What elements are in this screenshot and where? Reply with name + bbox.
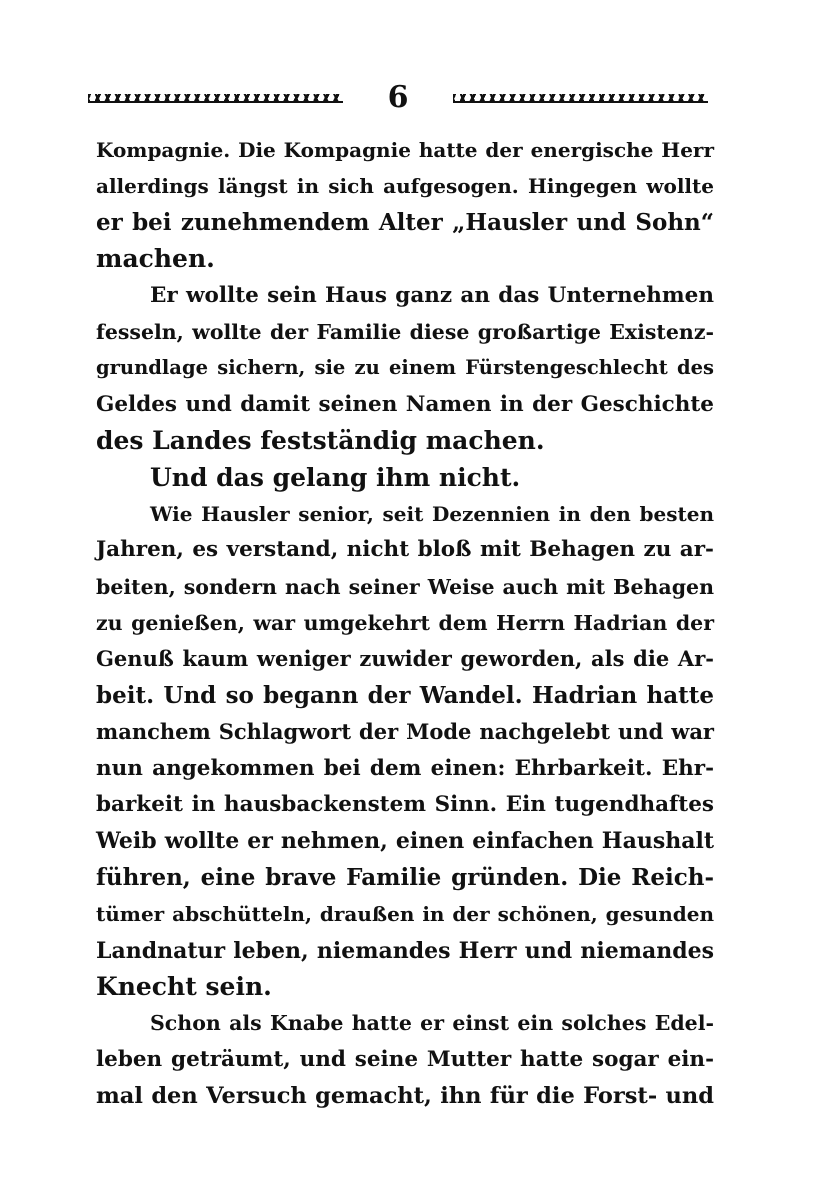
text-line: leben geträumt, und seine Mutter hatte sogar ein- bbox=[96, 1046, 714, 1072]
text-line: machen. bbox=[96, 244, 215, 274]
text-line: beiten, sondern nach seiner Weise auch mit Behagen bbox=[96, 574, 714, 599]
ornament-right bbox=[453, 94, 708, 103]
text-line: mal den Versuch gemacht, ihn für die Forst- und bbox=[96, 1083, 714, 1110]
text-line: Kompagnie. Die Kompagnie hatte der energische Herr bbox=[96, 138, 714, 162]
text-line: Jahren, es verstand, nicht bloß mit Behagen zu ar- bbox=[96, 537, 714, 563]
text-line: allerdings längst in sich aufgesogen. Hingegen wollte bbox=[96, 174, 714, 199]
text-line: Geldes und damit seinen Namen in der Geschichte bbox=[96, 391, 714, 417]
body-text bbox=[96, 132, 714, 1115]
text-line: Genuß kaum weniger zuwider geworden, als die Ar- bbox=[96, 646, 714, 672]
text-line: er bei zunehmendem Alter „Hausler und Sohn“ bbox=[96, 208, 714, 236]
text-line: Er wollte sein Haus ganz an das Unternehmen bbox=[150, 282, 714, 308]
text-line: fesseln, wollte der Familie diese großartige Existenz- bbox=[96, 319, 714, 344]
text-line: tümer abschütteln, draußen in der schönen, gesunden bbox=[96, 902, 714, 927]
text-line: Schon als Knabe hatte er einst ein solches Edel- bbox=[150, 1011, 714, 1036]
text-line: barkeit in hausbackenstem Sinn. Ein tugendhaftes bbox=[96, 792, 714, 818]
text-line: des Landes festständig machen. bbox=[96, 426, 545, 456]
text-line: führen, eine brave Familie gründen. Die Reich- bbox=[96, 863, 714, 891]
text-line: Weib wollte er nehmen, einen einfachen Haushalt bbox=[96, 828, 714, 855]
text-line: Knecht sein. bbox=[96, 971, 272, 1001]
text-line: Landnatur leben, niemandes Herr und niemandes bbox=[96, 937, 714, 964]
text-line: Wie Hausler senior, seit Dezennien in den besten bbox=[150, 501, 714, 526]
page-number: 6 bbox=[387, 80, 409, 115]
text-line: nun angekommen bei dem einen: Ehrbarkeit. Ehr- bbox=[96, 755, 714, 781]
text-line: manchem Schlagwort der Mode nachgelebt und war bbox=[96, 719, 714, 745]
text-line: Und das gelang ihm nicht. bbox=[150, 462, 521, 492]
page-header bbox=[88, 76, 708, 120]
text-line: grundlage sichern, sie zu einem Fürstengeschlecht des bbox=[96, 356, 714, 380]
text-line: beit. Und so begann der Wandel. Hadrian hatte bbox=[96, 681, 714, 709]
text-line: zu genießen, war umgekehrt dem Herrn Hadrian der bbox=[96, 611, 714, 636]
